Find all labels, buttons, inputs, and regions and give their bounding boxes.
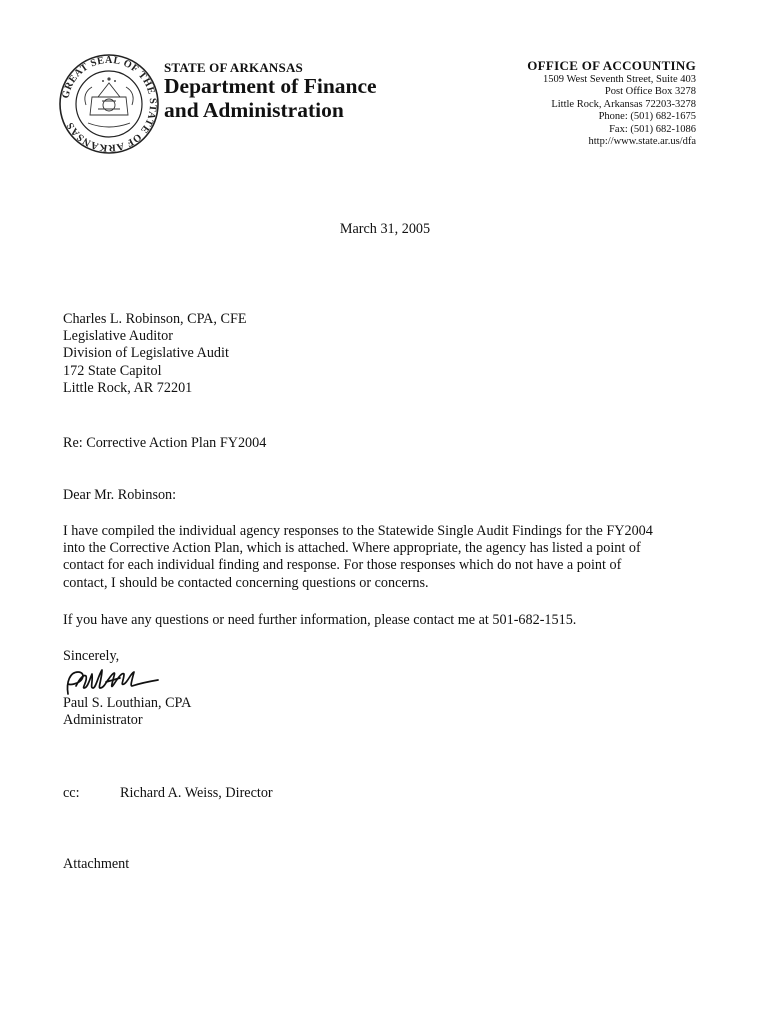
department-line-1: Department of Finance: [164, 74, 377, 98]
body-paragraph-2: If you have any questions or need further information, please contact me at 501-682-1515.: [63, 612, 577, 628]
svg-text:GREAT SEAL OF THE STATE OF ARK: GREAT SEAL OF THE STATE OF ARKANSAS: [60, 54, 159, 154]
subject-line: Re: Corrective Action Plan FY2004: [63, 435, 267, 451]
department-line-2: and Administration: [164, 98, 344, 122]
signer-block: [63, 695, 191, 729]
paragraph-1-line: into the Corrective Action Plan, which is attached. Where appropriate, the agency has listed a point of: [63, 540, 641, 557]
recipient-city: Little Rock, AR 72201: [63, 379, 193, 396]
office-phone: Phone: (501) 682-1675: [598, 111, 696, 123]
recipient-division: Division of Legislative Audit: [63, 345, 229, 362]
office-address-block: [436, 58, 696, 148]
salutation: Dear Mr. Robinson:: [63, 487, 177, 503]
recipient-name: Charles L. Robinson, CPA, CFE: [63, 311, 247, 327]
recipient-title: Legislative Auditor: [63, 328, 173, 345]
state-seal-icon: [58, 53, 160, 155]
recipient-address: [63, 311, 247, 397]
office-title: OFFICE OF ACCOUNTING: [527, 58, 696, 73]
signer-title: Administrator: [63, 712, 143, 729]
office-fax: Fax: (501) 682-1086: [609, 123, 696, 135]
letter-date: March 31, 2005: [339, 221, 431, 237]
letterhead-department: [164, 74, 377, 122]
paragraph-1-line: I have compiled the individual agency responses to the Statewide Single Audit Findings for the FY2004: [63, 523, 653, 539]
body-paragraph-1: [63, 523, 723, 592]
office-city: Little Rock, Arkansas 72203-3278: [551, 98, 696, 110]
paragraph-1-line: contact for each individual finding and response. For those responses which do not have a point of: [63, 557, 622, 574]
office-po-box: Post Office Box 3278: [604, 86, 696, 98]
office-website-link[interactable]: http://www.state.ar.us/dfa: [588, 136, 696, 148]
attachment-note: Attachment: [63, 856, 130, 872]
signer-name: Paul S. Louthian, CPA: [63, 695, 192, 711]
paragraph-1-line: contact, I should be contacted concerning questions or concerns.: [63, 574, 429, 591]
cc-recipient: Richard A. Weiss, Director: [120, 785, 273, 801]
letterhead-state-name: STATE OF ARKANSAS: [164, 60, 303, 75]
cc-label: cc:: [63, 785, 80, 801]
office-street: 1509 West Seventh Street, Suite 403: [543, 74, 696, 85]
closing: Sincerely,: [63, 648, 120, 664]
recipient-street: 172 State Capitol: [63, 362, 162, 379]
